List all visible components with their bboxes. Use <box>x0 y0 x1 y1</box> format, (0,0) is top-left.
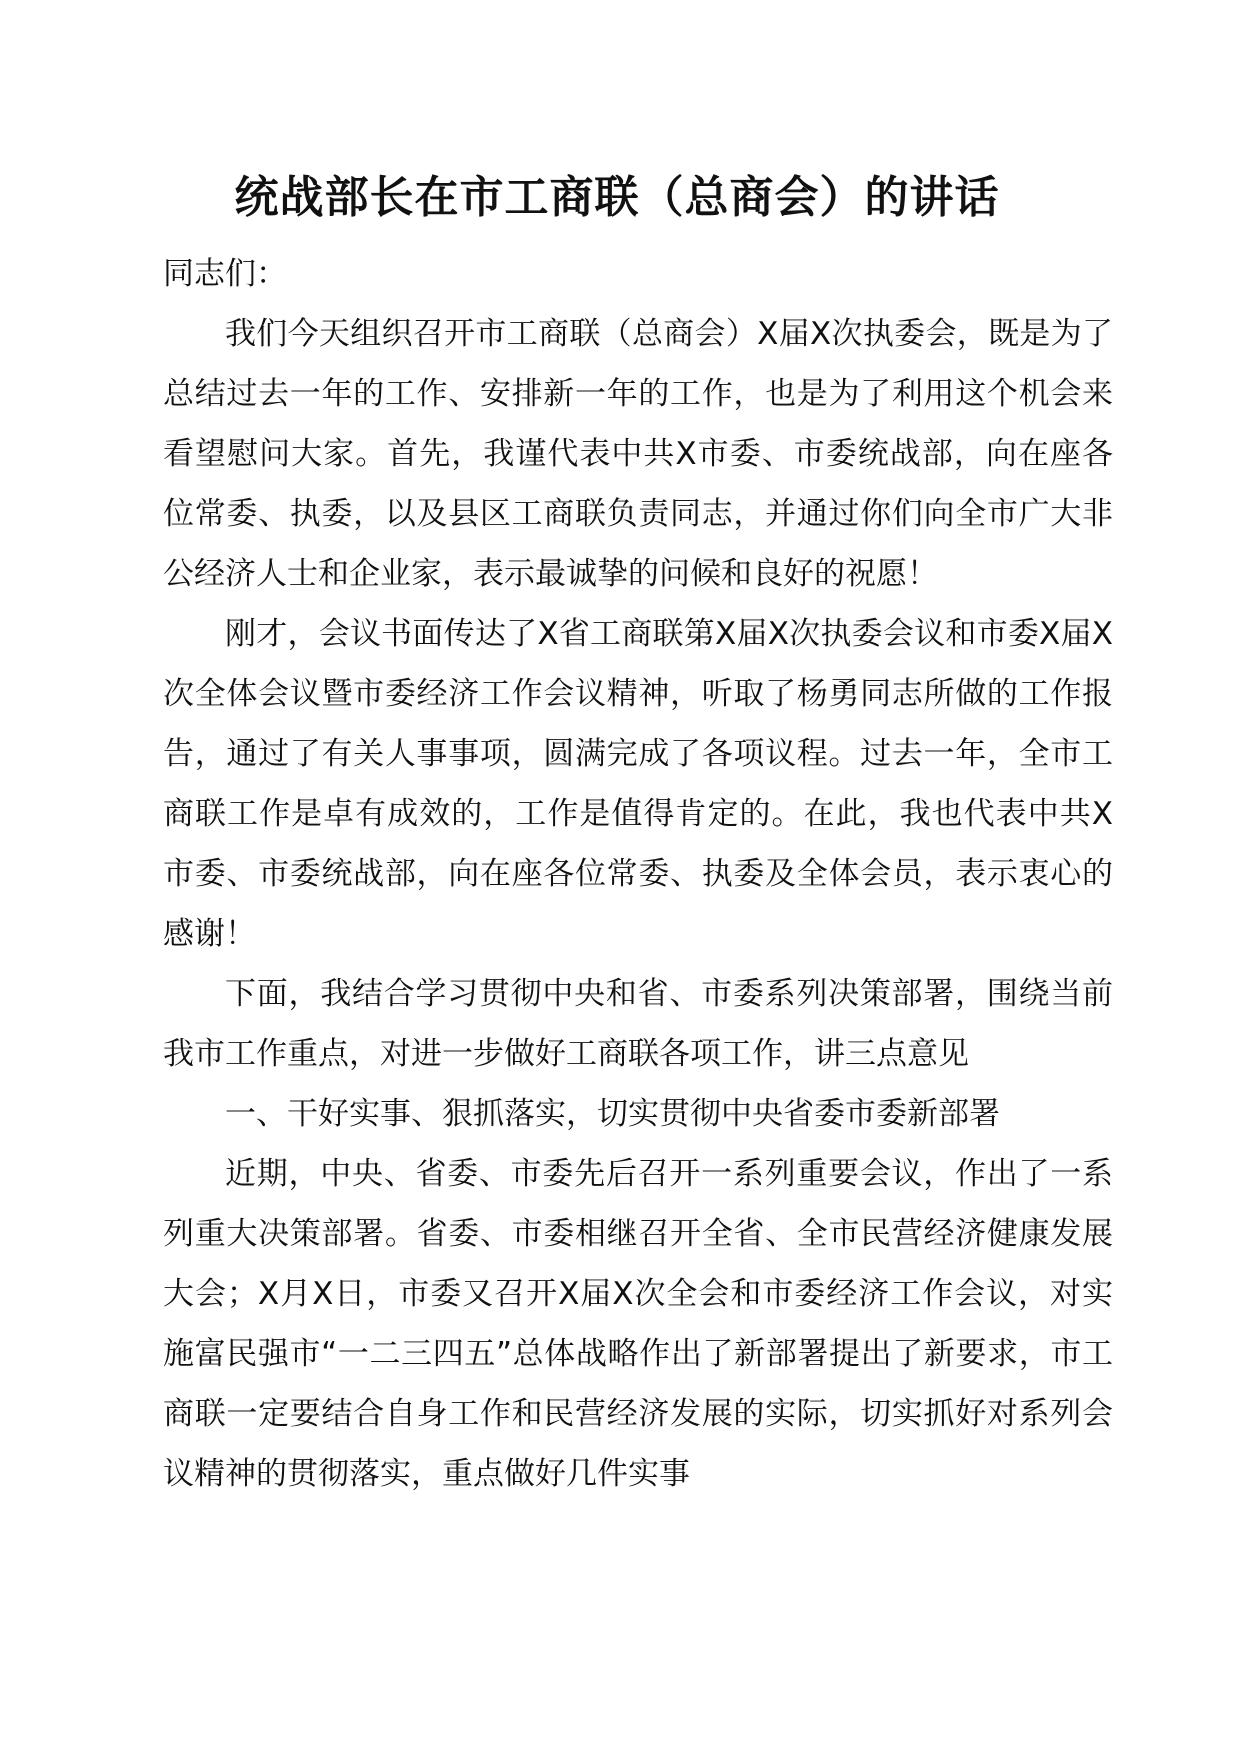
document-body <box>163 244 1113 1504</box>
paragraph-3: 下面，我结合学习贯彻中央和省、市委系列决策部署，围绕当前我市工作重点，对进一步做好工商联各项工作，讲三点意见 <box>163 976 1113 1072</box>
salutation: 同志们： <box>163 256 287 292</box>
section-paragraph-1: 近期，中央、省委、市委先后召开一系列重要会议，作出了一系列重大决策部署。省委、市委相继召开全省、全市民营经济健康发展大会；X月X日，市委又召开X届X次全会和市委经济工作会议，对实施富民强市“一二三四五”总体战略作出了新部署提出了新要求，市工商联一定要结合自身工作和民营经济发展的实际，切实抓好对系列会议精神的贯彻落实，重点做好几件实事 <box>163 1156 1113 1492</box>
paragraph-2: 刚才，会议书面传达了X省工商联第X届X次执委会议和市委X届X次全体会议暨市委经济工作会议精神，听取了杨勇同志所做的工作报告，通过了有关人事事项，圆满完成了各项议程。过去一年，全市工商联工作是卓有成效的，工作是值得肯定的。在此，我也代表中共X市委、市委统战部，向在座各位常委、执委及全体会员，表示衷心的感谢！ <box>163 616 1113 952</box>
paragraph-1: 我们今天组织召开市工商联（总商会）X届X次执委会，既是为了总结过去一年的工作、安排新一年的工作，也是为了利用这个机会来看望慰问大家。首先，我谨代表中共X市委、市委统战部，向在座各位常委、执委，以及县区工商联负责同志，并通过你们向全市广大非公经济人士和企业家，表示最诚挚的问候和良好的祝愿！ <box>163 316 1113 592</box>
section-heading: 一、干好实事、狠抓落实，切实贯彻中央省委市委新部署 <box>225 1096 1000 1132</box>
document-title: 统战部长在市工商联（总商会）的讲话 <box>234 172 1000 223</box>
